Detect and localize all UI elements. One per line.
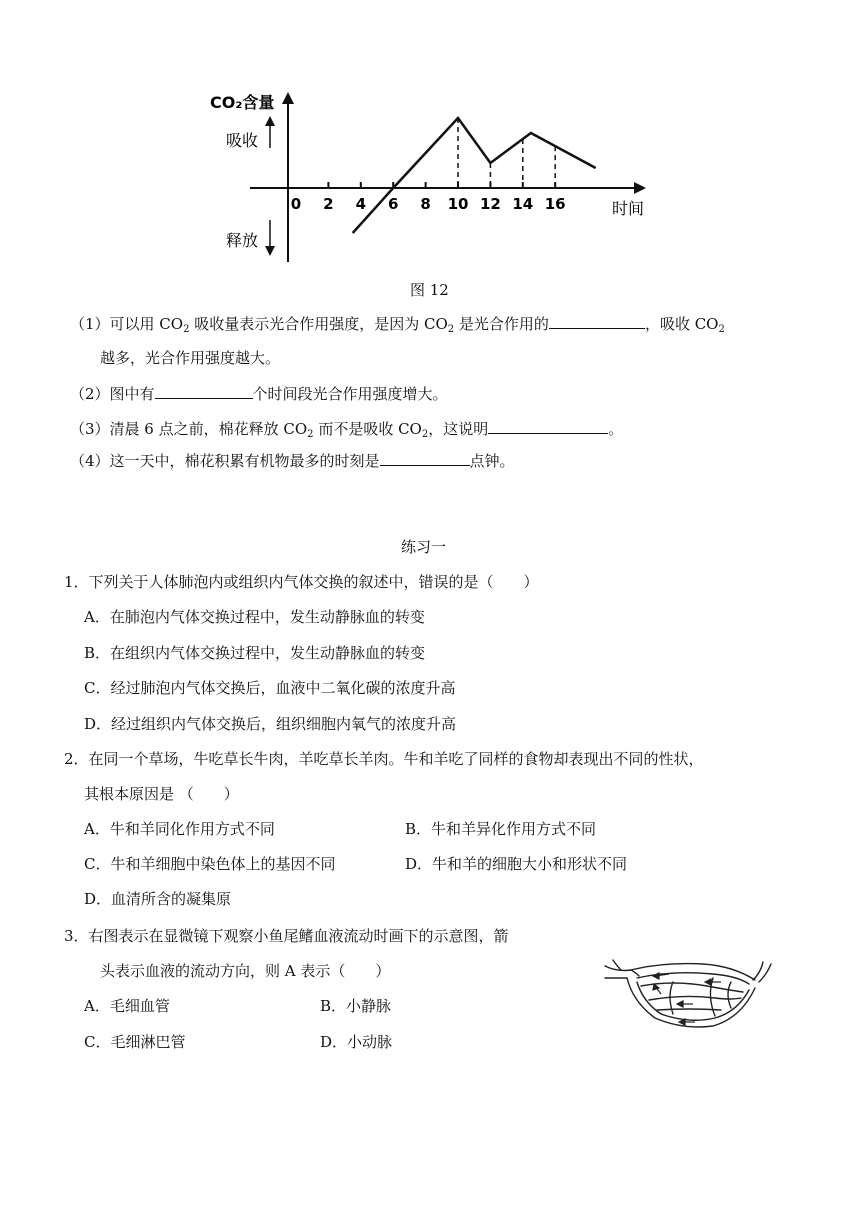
q3-sub-1: 2 <box>307 429 314 440</box>
question-2 <box>70 383 448 405</box>
ex-q3-option-d[interactable]: D．小动脉 <box>320 1033 393 1051</box>
question-4 <box>70 450 515 472</box>
ex-q2-extra-option[interactable]: D．血清所含的凝集原 <box>84 890 232 908</box>
left-vessel-top <box>605 966 639 976</box>
x-tick-label-14: 14 <box>512 195 534 213</box>
q4-answer-blank[interactable] <box>380 450 470 466</box>
right-vessel-a <box>753 962 763 980</box>
question-1 <box>70 313 725 338</box>
ex-q2-stem-continued: 其根本原因是 （ ） <box>84 785 239 803</box>
ex-q2-option-a[interactable]: A．牛和羊同化作用方式不同 <box>84 820 275 838</box>
y-axis-arrow <box>282 92 294 104</box>
x-tick-label-6: 6 <box>387 195 399 213</box>
right-vessel-b <box>759 964 771 982</box>
q4-text-a: （4）这一天中，棉花积累有机物最多的时刻是 <box>70 452 380 470</box>
x-tick-label-0: 0 <box>290 195 302 213</box>
x-tick-label-10: 10 <box>447 195 469 213</box>
q1-text-c: 吸收量表示光合作用强度，是因为 CO <box>189 315 448 333</box>
down-label: 释放 <box>226 231 259 250</box>
q3-text-e: ，这说明 <box>428 420 489 438</box>
q3-text-c: 而不是吸收 CO <box>313 420 422 438</box>
q3-text-f: 。 <box>608 420 624 438</box>
q2-text-b: 个时间段光合作用强度增大。 <box>252 385 448 403</box>
co2-series-line <box>353 118 596 233</box>
q3-text-a: （3）清晨 6 点之前，棉花释放 CO <box>70 420 308 438</box>
middle-vessel-3 <box>657 1009 721 1010</box>
q1-text-a: （1）可以用 CO <box>70 315 184 333</box>
q3-answer-blank[interactable] <box>488 418 608 434</box>
ex-q3-option-a[interactable]: A．毛细血管 <box>84 997 170 1015</box>
ex-q1-stem: 1．下列关于人体肺泡内或组织内气体交换的叙述中，错误的是（ ） <box>64 573 539 591</box>
q1-text-e: 是光合作用的 <box>454 315 549 333</box>
flow-arrowhead-5 <box>679 1019 685 1025</box>
left-branch <box>613 960 621 970</box>
fish-tail-blood-flow-diagram <box>603 952 773 1032</box>
ex-q1-option-c[interactable]: C．经过肺泡内气体交换后，血液中二氧化碳的浓度升高 <box>84 679 456 697</box>
y-axis-title: CO₂含量 <box>210 93 275 112</box>
ex-q3-option-c[interactable]: C．毛细淋巴管 <box>84 1033 186 1051</box>
up-arrow-head <box>265 116 275 126</box>
ex-q3-stem-continued: 头表示血液的流动方向，则 A 表示（ ） <box>100 962 391 980</box>
inner-top-vessel <box>637 973 749 984</box>
q1-text-f: ，吸收 CO <box>644 315 719 333</box>
ex-q2-option-d[interactable]: D．牛和羊的细胞大小和形状不同 <box>405 855 628 873</box>
co2-line-chart <box>200 84 660 270</box>
ex-q2-option-b[interactable]: B．牛和羊异化作用方式不同 <box>405 820 597 838</box>
ex-q3-stem: 3．右图表示在显微镜下观察小鱼尾鳍血液流动时画下的示意图，箭 <box>64 927 509 945</box>
ex-q1-option-b[interactable]: B．在组织内气体交换过程中，发生动静脉血的转变 <box>84 644 426 662</box>
question-1-continued: 越多，光合作用强度越大。 <box>100 349 281 367</box>
flow-arrowhead-1 <box>653 973 659 979</box>
x-tick-label-4: 4 <box>355 195 367 213</box>
flow-arrowhead-2 <box>705 979 711 985</box>
up-label: 吸收 <box>226 131 259 150</box>
down-arrow-head <box>265 246 275 256</box>
q2-answer-blank[interactable] <box>155 383 253 399</box>
cross-vessel-3 <box>728 982 731 1008</box>
ex-q2-option-c[interactable]: C．牛和羊细胞中染色体上的基因不同 <box>84 855 336 873</box>
exercise-title: 练习一 <box>401 538 447 556</box>
x-tick-label-2: 2 <box>323 195 334 213</box>
q1-answer-blank[interactable] <box>549 313 645 329</box>
q3-sub-2: 2 <box>421 429 429 440</box>
ex-q2-stem: 2．在同一个草场，牛吃草长牛肉，羊吃草长羊肉。牛和羊吃了同样的食物却表现出不同的性状， <box>64 750 704 768</box>
ex-q1-option-d[interactable]: D．经过组织内气体交换后，组织细胞内氧气的浓度升高 <box>84 715 457 733</box>
x-axis-title: 时间 <box>612 199 645 218</box>
ex-q3-option-b[interactable]: B．小静脉 <box>320 997 392 1015</box>
q1-sub-3: 2 <box>718 324 725 335</box>
flow-arrowhead-4 <box>677 1001 683 1007</box>
x-axis-arrow <box>634 182 646 194</box>
flow-arrowhead-3 <box>653 984 659 990</box>
chart-svg <box>200 84 660 270</box>
question-3 <box>70 418 623 443</box>
ex-q1-option-a[interactable]: A．在肺泡内气体交换过程中，发生动静脉血的转变 <box>84 608 425 626</box>
q4-text-b: 点钟。 <box>469 452 515 470</box>
x-tick-label-8: 8 <box>420 195 431 213</box>
x-tick-label-12: 12 <box>479 195 501 213</box>
q1-sub-2: 2 <box>447 324 455 335</box>
q1-sub-1: 2 <box>183 324 190 335</box>
q2-text-a: （2）图中有 <box>70 385 155 403</box>
blood-vessel-sketch <box>603 952 773 1032</box>
figure-caption: 图 12 <box>410 281 449 299</box>
x-tick-label-16: 16 <box>544 195 566 213</box>
middle-vessel-2 <box>649 996 741 1000</box>
